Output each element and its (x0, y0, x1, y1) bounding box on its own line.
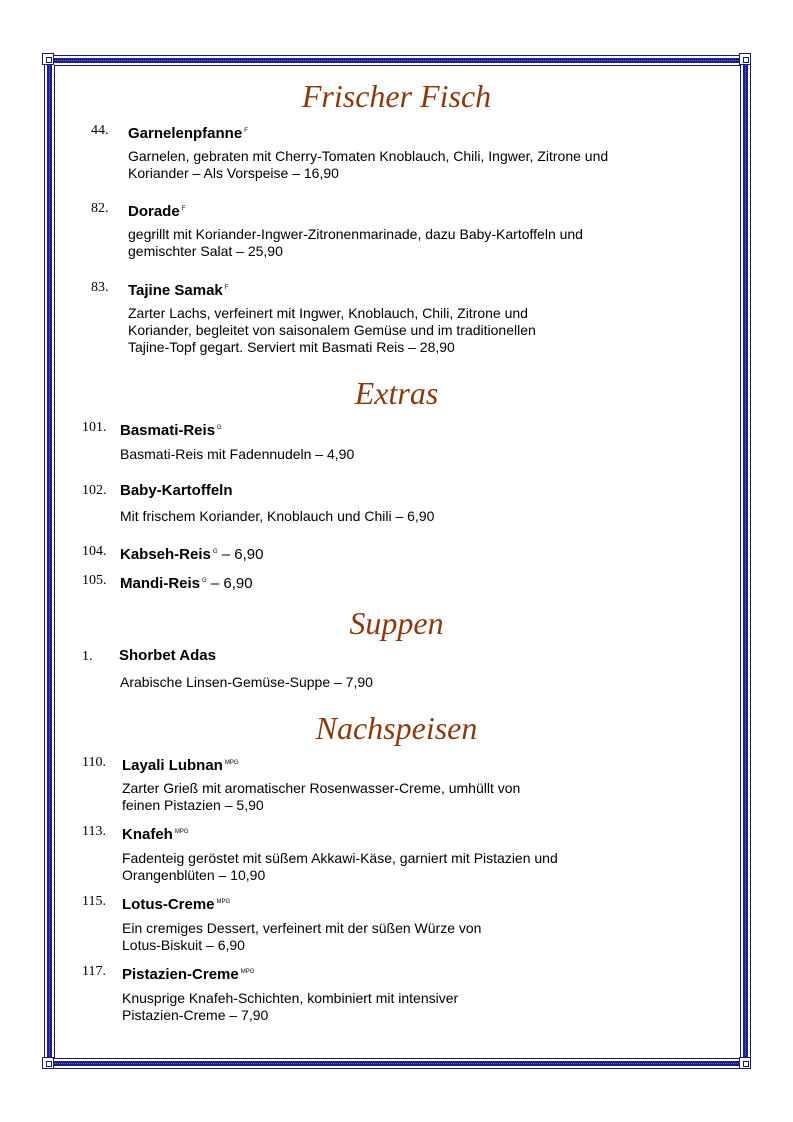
allergen-code: MPG (224, 760, 239, 766)
item-title (122, 963, 254, 984)
item-number: 115. (82, 894, 106, 909)
item-description: Garnelen, gebraten mit Cherry-Tomaten Knoblauch, Chili, Ingwer, Zitrone und Koriander – Als Vorspeise – 16,90 (128, 148, 609, 181)
item-description: gegrillt mit Koriander-Ingwer-Zitronenmarinade, dazu Baby-Kartoffeln und gemischter Salat – 25,90 (128, 226, 583, 259)
item-number: 83. (91, 280, 109, 295)
item-description: Basmati-Reis mit Fadennudeln – 4,90 (120, 446, 355, 462)
item-title (128, 279, 228, 300)
item-title (122, 823, 189, 844)
item-title-text: Dorade (128, 203, 180, 220)
item-description: Zarter Lachs, verfeinert mit Ingwer, Knoblauch, Chili, Zitrone und Koriander, begleitet von saisonalem Gemüse und im traditionellen Tajine-Topf gegart. Serviert mit Basmati Reis – 28,90 (128, 305, 536, 355)
item-number: 105. (82, 573, 107, 588)
corner-ornament-bottom-right (739, 1057, 751, 1069)
item-description: Mit frischem Koriander, Knoblauch und Chili – 6,90 (120, 508, 435, 524)
item-description: Arabische Linsen-Gemüse-Suppe – 7,90 (120, 674, 373, 690)
item-title (120, 543, 263, 564)
item-title (128, 200, 185, 221)
allergen-code: G (202, 578, 207, 584)
allergen-code: G (217, 425, 222, 431)
corner-ornament-top-left (42, 53, 54, 65)
item-title-text: Baby-Kartoffeln (120, 482, 233, 499)
item-description: Zarter Grieß mit aromatischer Rosenwasser-Creme, umhüllt von feinen Pistazien – 5,90 (122, 780, 521, 813)
item-title-text: Pistazien-Creme (122, 966, 239, 983)
item-title (128, 122, 248, 143)
allergen-code: F (244, 128, 248, 134)
section-heading-extras: Extras (354, 375, 439, 411)
item-title (122, 754, 239, 775)
allergen-code: G (212, 549, 218, 555)
item-title-text: Layali Lubnan (122, 757, 223, 774)
item-title-text: Garnelenpfanne (128, 125, 243, 142)
item-title-text: Mandi-Reis (120, 575, 201, 592)
section-heading-nachspeisen: Nachspeisen (315, 710, 478, 746)
item-title (120, 419, 222, 440)
item-number: 104. (82, 544, 107, 559)
item-price: – 6,90 (217, 546, 264, 563)
item-number: 117. (82, 964, 106, 979)
item-number: 1. (82, 649, 93, 664)
corner-ornament-bottom-left (42, 1057, 54, 1069)
item-number: 82. (91, 201, 109, 216)
item-title-text: Kabseh-Reis (120, 546, 211, 563)
item-number: 113. (82, 824, 106, 839)
item-number: 102. (82, 483, 107, 498)
allergen-code: F (181, 206, 186, 212)
item-title (120, 482, 233, 500)
item-number: 101. (82, 420, 107, 435)
allergen-code: MPG (240, 969, 255, 975)
item-title-text: Lotus-Creme (122, 896, 215, 913)
corner-ornament-top-right (739, 53, 751, 65)
allergen-code: MPG (174, 829, 189, 835)
item-description: Knusprige Knafeh-Schichten, kombiniert mit intensiver Pistazien-Creme – 7,90 (122, 990, 459, 1023)
item-number: 44. (91, 123, 109, 138)
item-description: Fadenteig geröstet mit süßem Akkawi-Käse, garniert mit Pistazien und Orangenblüten – 10,90 (122, 850, 558, 883)
item-title-text: Knafeh (122, 826, 173, 843)
item-title-text: Basmati-Reis (120, 422, 216, 439)
item-number: 110. (82, 755, 106, 770)
section-heading-frischer-fisch: Frischer Fisch (301, 78, 492, 114)
section-heading-suppen: Suppen (349, 605, 444, 641)
item-title-text: Shorbet Adas (119, 647, 216, 664)
item-title (122, 893, 230, 914)
item-title (120, 572, 253, 593)
allergen-code: F (224, 285, 229, 291)
item-title (119, 647, 216, 665)
item-description: Ein cremiges Dessert, verfeinert mit der süßen Würze von Lotus-Biskuit – 6,90 (122, 920, 482, 953)
item-title-text: Tajine Samak (128, 282, 223, 299)
item-price: – 6,90 (206, 575, 253, 592)
allergen-code: MPG (216, 899, 231, 905)
